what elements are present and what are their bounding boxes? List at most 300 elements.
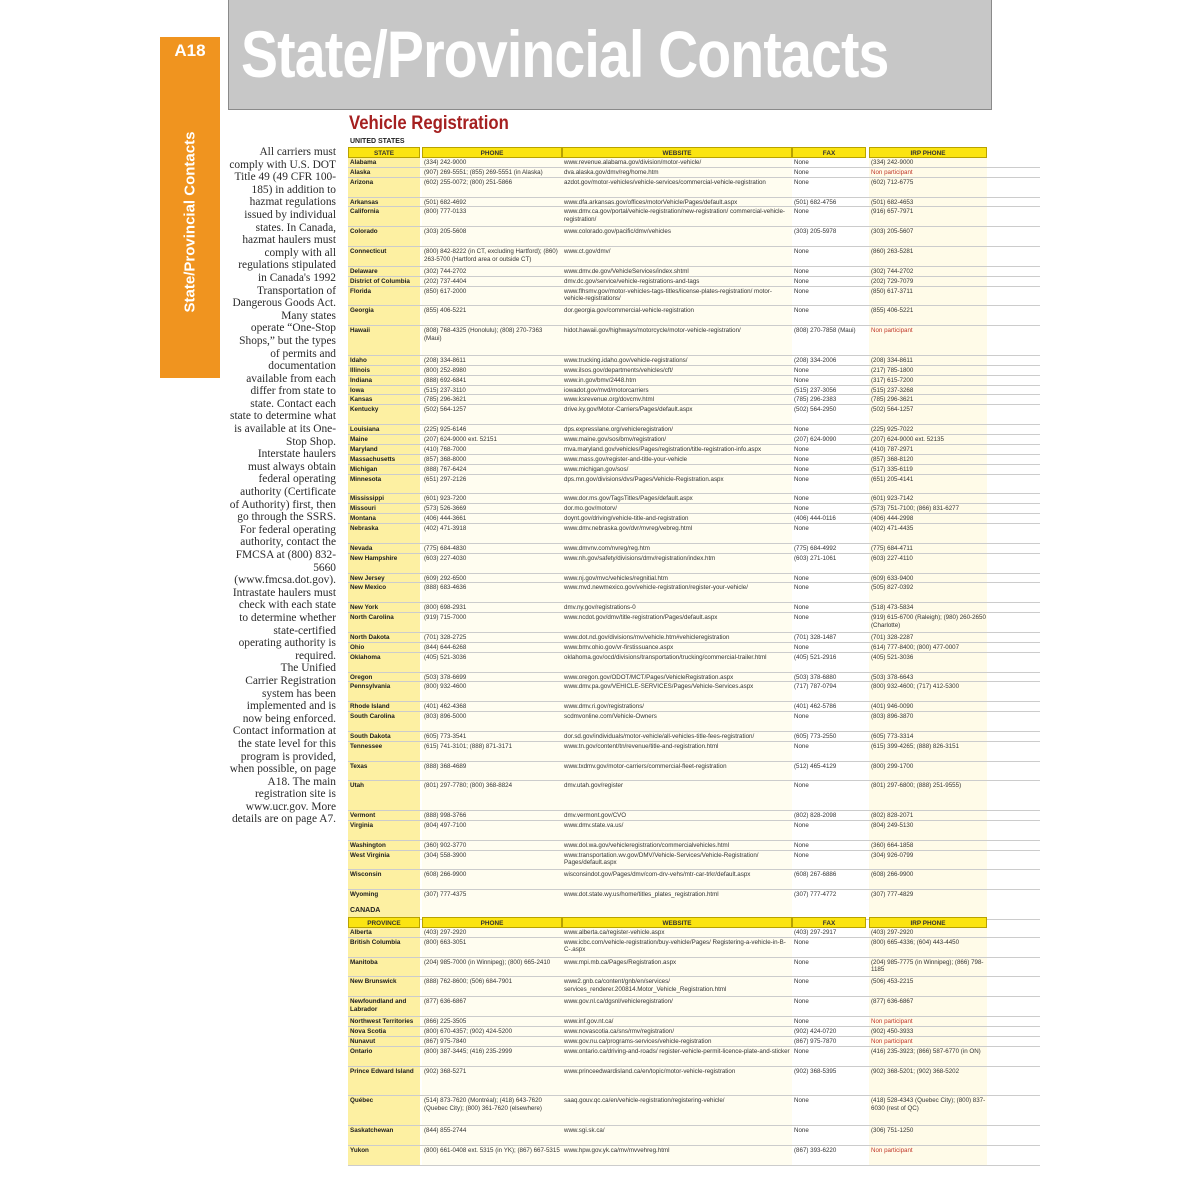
cell-web[interactable]: saaq.gouv.qc.ca/en/vehicle-registration/registering-vehicle/ — [564, 1097, 725, 1105]
cell-fax: None — [794, 742, 809, 750]
table-row — [348, 742, 1040, 762]
table-row — [348, 504, 1040, 514]
section-title: Vehicle Registration — [349, 113, 509, 134]
cell-irp: (803) 896-3870 — [871, 713, 914, 721]
cell-fax: None — [794, 1047, 809, 1055]
table-row — [348, 821, 1040, 841]
cell-phone: (907) 269-5551; (855) 269-5551 (in Alaska) — [424, 168, 543, 176]
table-row — [348, 198, 1040, 208]
cell-web[interactable]: dmv.utah.gov/register — [564, 782, 624, 790]
cell-web[interactable]: www.alberta.ca/register-vehicle.aspx — [564, 929, 665, 936]
row-name: North Carolina — [350, 614, 394, 622]
row-name: Québec — [350, 1097, 374, 1105]
row-name: Minnesota — [350, 475, 382, 483]
cell-irp: (785) 296-3621 — [871, 396, 914, 404]
cell-fax: None — [794, 307, 809, 315]
cell-irp: (416) 235-3923; (866) 587-6770 (in ON) — [871, 1047, 981, 1055]
cell-fax: (785) 296-2383 — [794, 396, 837, 404]
cell-fax: None — [794, 1126, 809, 1134]
cell-web[interactable]: www.sgi.sk.ca/ — [564, 1126, 605, 1134]
row-name: Northwest Territories — [350, 1018, 414, 1026]
cell-web[interactable]: wisconsindot.gov/Pages/dmv/com-drv-vehs/mtr-car-trkr/default.aspx — [564, 871, 751, 879]
column-header: STATE — [348, 147, 420, 158]
cell-irp: (800) 299-1700 — [871, 762, 914, 770]
table-row — [348, 1067, 1040, 1097]
cell-fax: None — [794, 445, 809, 453]
cell-web[interactable]: www.gov.nl.ca/dgsnl/vehicleregistration/ — [564, 998, 673, 1006]
cell-phone: (410) 768-7000 — [424, 445, 467, 453]
cell-phone: (844) 644-6268 — [424, 643, 467, 651]
row-name: District of Columbia — [350, 277, 410, 285]
cell-irp: (503) 378-6643 — [871, 673, 914, 681]
row-name: Nevada — [350, 544, 373, 552]
cell-irp: (405) 521-3036 — [871, 653, 914, 661]
column-header: IRP PHONE — [869, 917, 987, 928]
row-name: Wyoming — [350, 891, 379, 899]
table-row — [348, 277, 1040, 287]
cell-fax: None — [794, 1018, 809, 1026]
cell-fax: (608) 267-6886 — [794, 871, 837, 879]
cell-fax: None — [794, 525, 809, 533]
cell-web[interactable]: dps.expresslane.org/vehicleregistration/ — [564, 426, 674, 434]
cell-phone: (888) 683-4636 — [424, 584, 467, 592]
cell-web[interactable]: www.mass.gov/register-and-title-your-vehicle — [564, 455, 688, 463]
cell-web[interactable]: dmv.vermont.gov/CVO — [564, 812, 627, 820]
table-row — [348, 762, 1040, 782]
cell-web[interactable]: dmv.ny.gov/registrations-0 — [564, 604, 636, 612]
column-header: FAX — [792, 917, 866, 928]
cell-irp: Non participant — [871, 1037, 913, 1045]
cell-irp: (403) 297-2920 — [871, 929, 914, 936]
table-row — [348, 475, 1040, 495]
table-row — [348, 435, 1040, 445]
cell-web[interactable]: dva.alaska.gov/dmv/reg/home.htm — [564, 168, 659, 176]
table-row — [348, 673, 1040, 683]
cell-phone: (800) 252-8980 — [424, 366, 467, 374]
cell-phone: (304) 558-3900 — [424, 851, 467, 859]
row-name: Iowa — [350, 386, 364, 394]
row-name: Mississippi — [350, 495, 384, 503]
cell-web[interactable]: azdot.gov/motor-vehicles/vehicle-services/commercial-vehicle-registration — [564, 178, 766, 186]
row-name: Illinois — [350, 366, 370, 374]
cell-phone: (602) 255-0072; (800) 251-5866 — [424, 178, 513, 186]
row-name: Kentucky — [350, 406, 379, 414]
cell-irp: (902) 368-5201; (902) 368-5202 — [871, 1067, 960, 1075]
cell-phone: (360) 902-3770 — [424, 841, 467, 849]
cell-fax: None — [794, 267, 809, 275]
cell-irp: (601) 923-7142 — [871, 495, 914, 503]
row-name: Alberta — [350, 929, 372, 936]
cell-irp: (701) 328-2287 — [871, 633, 914, 641]
table-row — [348, 455, 1040, 465]
cell-web[interactable]: www.transportation.wv.gov/DMV/Vehicle-Services/Vehicle-Registration/ Pages/default.aspx — [564, 851, 759, 867]
cell-irp: (916) 657-7971 — [871, 208, 914, 216]
table-row — [348, 425, 1040, 435]
row-name: Maryland — [350, 445, 378, 453]
cell-fax: None — [794, 614, 809, 622]
cell-web[interactable]: www.dor.ms.gov/TagsTitles/Pages/default.aspx — [564, 495, 693, 503]
cell-web[interactable]: dps.mn.gov/divisions/dvs/Pages/Vehicle-Registration.aspx — [564, 475, 724, 483]
cell-web[interactable]: www.dmv.ri.gov/registrations/ — [564, 703, 645, 711]
cell-irp: (302) 744-2702 — [871, 267, 914, 275]
row-name: Florida — [350, 287, 371, 295]
cell-web[interactable]: www2.gnb.ca/content/gnb/en/services/ services_renderer.200814.Motor_Vehicle_Registration.html — [564, 978, 727, 994]
column-header: FAX — [792, 147, 866, 158]
column-header: WEBSITE — [562, 147, 792, 158]
cell-web[interactable]: www.ncdot.gov/dmv/title-registration/Pages/default.aspx — [564, 614, 718, 622]
cell-irp: (306) 751-1250 — [871, 1126, 914, 1134]
us-table — [348, 147, 1040, 920]
cell-irp: Non participant — [871, 1018, 913, 1026]
cell-irp: Non participant — [871, 327, 913, 335]
row-name: Oregon — [350, 673, 373, 681]
cell-phone: (302) 744-2702 — [424, 267, 467, 275]
cell-phone: (800) 387-3445; (416) 235-2999 — [424, 1047, 513, 1055]
cell-web[interactable]: dor.georgia.gov/commercial-vehicle-registration — [564, 307, 694, 315]
table-row — [348, 207, 1040, 227]
cell-phone: (406) 444-3661 — [424, 515, 467, 523]
cell-fax: None — [794, 366, 809, 374]
cell-irp: (801) 297-6800; (888) 251-9555) — [871, 782, 962, 790]
table-row — [348, 514, 1040, 524]
cell-irp: (402) 471-4435 — [871, 525, 914, 533]
cell-irp: (573) 751-7100; (866) 831-6277 — [871, 505, 960, 513]
cell-irp: (800) 665-4336; (604) 443-4450 — [871, 938, 960, 946]
cell-irp: (208) 334-8611 — [871, 356, 913, 364]
table-row — [348, 583, 1040, 603]
cell-web[interactable]: www.nh.gov/safety/divisions/dmv/registration/index.htm — [564, 554, 716, 562]
region-label-us: UNITED STATES — [350, 138, 405, 145]
cell-web[interactable]: www.colorado.gov/pacific/dmv/vehicles — [564, 228, 671, 236]
cell-web[interactable]: www.novascotia.ca/sns/rmv/registration/ — [564, 1027, 675, 1035]
intro-paragraph: All carriers must comply with U.S. DOT Title 49 (49 CFR 100-185) in addition to hazmat regulations issued by individual states. In Canada, hazmat haulers must comply with all regulations stipulated in Canada's 1992 Transportation of Dangerous Goods Act. — [229, 146, 336, 310]
table-row — [348, 653, 1040, 673]
cell-web[interactable]: www.tn.gov/content/tn/revenue/title-and-registration.html — [564, 742, 719, 750]
row-name: Washington — [350, 841, 386, 849]
cell-phone: (402) 471-3918 — [424, 525, 467, 533]
cell-fax: (303) 205-5978 — [794, 228, 837, 236]
table-row — [348, 395, 1040, 405]
cell-fax: None — [794, 465, 809, 473]
cell-fax: None — [794, 159, 809, 166]
cell-irp: (506) 453-2215 — [871, 978, 914, 986]
row-name: Nebraska — [350, 525, 379, 533]
cell-web[interactable]: www.dmv.nebraska.gov/dvr/mvreg/vebreg.html — [564, 525, 693, 533]
cell-fax: None — [794, 505, 809, 513]
cell-fax: (208) 334-2006 — [794, 356, 837, 364]
table-row — [348, 811, 1040, 821]
row-name: Vermont — [350, 812, 376, 820]
cell-irp: (334) 242-9000 — [871, 159, 914, 166]
cell-web[interactable]: drive.ky.gov/Motor-Carriers/Pages/default.aspx — [564, 406, 693, 414]
cell-irp: (502) 564-1257 — [871, 406, 914, 414]
table-row — [348, 732, 1040, 742]
cell-fax: (502) 564-2950 — [794, 406, 837, 414]
cell-web[interactable]: www.hpw.gov.yk.ca/mv/mvvehreg.html — [564, 1146, 670, 1154]
cell-irp: (217) 785-1800 — [871, 366, 914, 374]
column-header: WEBSITE — [562, 917, 792, 928]
cell-phone: (515) 237-3110 — [424, 386, 466, 394]
cell-fax: None — [794, 821, 809, 829]
cell-web[interactable]: www.oregon.gov/ODOT/MCT/Pages/VehicleRegistration.aspx — [564, 673, 734, 681]
cell-fax: (605) 773-2550 — [794, 732, 837, 740]
cell-phone: (785) 296-3621 — [424, 396, 467, 404]
cell-phone: (902) 368-5271 — [424, 1067, 467, 1075]
table-row — [348, 1146, 1040, 1166]
row-name: New Brunswick — [350, 978, 397, 986]
cell-fax: (403) 297-2917 — [794, 929, 837, 936]
table-row — [348, 366, 1040, 376]
cell-irp: (501) 682-4653 — [871, 198, 914, 206]
cell-web[interactable]: www.flhsmv.gov/motor-vehicles-tags-titles/license-plates-registration/ motor-vehicle-registrations/ — [564, 287, 772, 303]
cell-web[interactable]: www.icbc.com/vehicle-registration/buy-vehicle/Pages/ Registering-a-vehicle-in-B-C-.aspx — [564, 938, 786, 954]
row-name: New Hampshire — [350, 554, 398, 562]
cell-irp: (360) 664-1858 — [871, 841, 914, 849]
cell-irp: (202) 729-7079 — [871, 277, 914, 285]
cell-irp: (207) 624-9000 ext. 52135 — [871, 436, 944, 444]
cell-web[interactable]: iowadot.gov/mvd/motorcarriers — [564, 386, 649, 394]
cell-web[interactable]: www.dfa.arkansas.gov/offices/motorVehicle/Pages/default.aspx — [564, 198, 738, 206]
table-row — [348, 633, 1040, 643]
cell-irp: (850) 617-3711 — [871, 287, 913, 295]
cell-phone: (225) 925-6146 — [424, 426, 467, 434]
cell-irp: (307) 777-4829 — [871, 891, 914, 899]
table-row — [348, 445, 1040, 455]
us-table-body — [348, 158, 1040, 920]
table-row — [348, 702, 1040, 712]
cell-irp: (303) 205-5607 — [871, 228, 914, 236]
cell-phone: (603) 227-4030 — [424, 554, 467, 562]
cell-irp: Non participant — [871, 168, 913, 176]
table-row — [348, 326, 1040, 356]
cell-fax: None — [794, 248, 809, 256]
cell-web[interactable]: doynt.gov/driving/vehicle-title-and-registration — [564, 515, 689, 523]
cell-web[interactable]: dmv.dc.gov/service/vehicle-registrations-and-tags — [564, 277, 700, 285]
cell-web[interactable]: www.nj.gov/mvc/vehicles/regnitial.htm — [564, 574, 668, 582]
table-row — [348, 376, 1040, 386]
table-row — [348, 494, 1040, 504]
cell-irp: (515) 237-3268 — [871, 386, 914, 394]
cell-web[interactable]: www.princeedwardisland.ca/en/topic/motor-vehicle-registration — [564, 1067, 736, 1075]
cell-fax: (512) 465-4129 — [794, 762, 837, 770]
cell-phone: (502) 564-1257 — [424, 406, 467, 414]
cell-fax: None — [794, 643, 809, 651]
cell-phone: (877) 636-6867 — [424, 998, 467, 1006]
cell-fax: None — [794, 426, 809, 434]
cell-phone: (801) 297-7780; (800) 368-8824 — [424, 782, 513, 790]
cell-web[interactable]: www.dmvnv.com/nvreg/reg.htm — [564, 544, 650, 552]
canada-table — [348, 917, 1040, 1166]
row-name: Wisconsin — [350, 871, 382, 879]
row-name: Texas — [350, 762, 368, 770]
cell-web[interactable]: www.dmv.ca.gov/portal/vehicle-registration/new-registration/ commercial-vehicle-registration/ — [564, 208, 785, 224]
cell-phone: (888) 368-4689 — [424, 762, 467, 770]
row-name: Nunavut — [350, 1037, 376, 1045]
row-name: Delaware — [350, 267, 378, 275]
table-row — [348, 938, 1040, 958]
cell-fax: None — [794, 604, 809, 612]
cell-irp: (410) 787-2971 — [871, 445, 914, 453]
row-name: California — [350, 208, 380, 216]
cell-web[interactable]: www.bmv.ohio.gov/vr-firstissuance.aspx — [564, 643, 674, 651]
cell-phone: (501) 682-4692 — [424, 198, 467, 206]
row-name: South Dakota — [350, 732, 391, 740]
cell-phone: (800) 842-8222 (in CT, excluding Hartford); (860) 263-5700 (Hartford area or outside CT) — [424, 248, 558, 263]
table-row — [348, 712, 1040, 732]
table-row — [348, 603, 1040, 613]
cell-phone: (204) 985-7000 (in Winnipeg); (800) 665-2410 — [424, 958, 551, 966]
cell-fax: (603) 271-1061 — [794, 554, 837, 562]
cell-fax: None — [794, 782, 809, 790]
section-tab — [160, 37, 220, 378]
row-name: Connecticut — [350, 248, 387, 256]
cell-phone: (888) 998-3766 — [424, 812, 467, 820]
cell-fax: (405) 521-2916 — [794, 653, 837, 661]
cell-web[interactable]: www.mpi.mb.ca/Pages/Registration.aspx — [564, 958, 677, 966]
table-row — [348, 1037, 1040, 1047]
cell-fax: (867) 975-7870 — [794, 1037, 837, 1045]
table-row — [348, 1027, 1040, 1037]
cell-fax: None — [794, 584, 809, 592]
cell-web[interactable]: oklahoma.gov/ocd/divisions/transportation/trucking/commercial-trailer.html — [564, 653, 767, 661]
table-row — [348, 306, 1040, 326]
cell-phone: (800) 932-4600 — [424, 683, 467, 691]
cell-phone: (503) 378-6699 — [424, 673, 467, 681]
cell-phone: (403) 297-2920 — [424, 929, 467, 936]
cell-web[interactable]: dor.mo.gov/motorv/ — [564, 505, 617, 513]
cell-web[interactable]: www.dot.state.wy.us/home/titles_plates_registration.html — [564, 891, 719, 899]
cell-web[interactable]: www.mvd.newmexico.gov/vehicle-registration/register-your-vehicle/ — [564, 584, 748, 592]
cell-web[interactable]: mva.maryland.gov/vehicles/Pages/registration/title-registration-info.aspx — [564, 445, 762, 453]
table-row — [348, 465, 1040, 475]
table-row — [348, 977, 1040, 997]
row-name: Missouri — [350, 505, 376, 513]
table-row — [348, 781, 1040, 811]
row-name: Idaho — [350, 356, 367, 364]
cell-phone: (800) 661-0408 ext. 5315 (in YK); (867) 667-5315 — [424, 1146, 560, 1154]
cell-web[interactable]: www.inf.gov.nt.ca/ — [564, 1018, 614, 1026]
ca-table-header — [348, 917, 1040, 928]
cell-web[interactable]: www.ontario.ca/driving-and-roads/ register-vehicle-permit-licence-plate-and-sticker — [564, 1047, 790, 1055]
cell-web[interactable]: www.gov.nu.ca/programs-services/vehicle-registration — [564, 1037, 712, 1045]
row-name: Louisiana — [350, 426, 380, 434]
cell-web[interactable]: dor.sd.gov/individuals/motor-vehicle/all-vehicles-title-fees-registration/ — [564, 732, 755, 740]
cell-web[interactable]: www.maine.gov/sos/bmv/registration/ — [564, 436, 667, 444]
table-row — [348, 386, 1040, 396]
intro-text — [228, 146, 336, 826]
row-name: Montana — [350, 515, 376, 523]
cell-web[interactable]: www.dot.nd.gov/divisions/mv/vehicle.htm#vehicleregistration — [564, 633, 730, 641]
cell-fax: (867) 393-6220 — [794, 1146, 837, 1154]
table-row — [348, 405, 1040, 425]
cell-irp: Non participant — [871, 1146, 913, 1154]
cell-phone: (800) 663-3051 — [424, 938, 467, 946]
cell-fax: (406) 444-0116 — [794, 515, 836, 523]
cell-web[interactable]: www.ilsos.gov/departments/vehicles/cft/ — [564, 366, 674, 374]
cell-phone: (608) 266-9900 — [424, 871, 467, 879]
cell-irp: (877) 636-6867 — [871, 998, 914, 1006]
cell-fax: (802) 828-2098 — [794, 812, 837, 820]
cell-web[interactable]: www.in.gov/bmv/2448.htm — [564, 376, 637, 384]
cell-phone: (609) 292-6500 — [424, 574, 467, 582]
cell-phone: (573) 526-3669 — [424, 505, 467, 513]
row-name: Michigan — [350, 465, 378, 473]
cell-web[interactable]: www.trucking.idaho.gov/vehicle-registrations/ — [564, 356, 688, 364]
row-name: Oklahoma — [350, 653, 381, 661]
table-row — [348, 267, 1040, 277]
cell-phone: (651) 297-2126 — [424, 475, 467, 483]
cell-web[interactable]: www.dmv.de.gov/VehicleServices/index.shtml — [564, 267, 689, 275]
cell-phone: (800) 777-0133 — [424, 208, 467, 216]
cell-web[interactable]: www.ksrevenue.org/dovcmv.html — [564, 396, 654, 404]
row-name: Colorado — [350, 228, 378, 236]
cell-fax: (207) 624-9090 — [794, 436, 837, 444]
cell-web[interactable]: scdmvonline.com/Vehicle-Owners — [564, 713, 657, 721]
tab-label: State/Provincial Contacts — [181, 131, 199, 313]
cell-fax: None — [794, 376, 809, 384]
row-name: Alabama — [350, 159, 377, 166]
row-name: Georgia — [350, 307, 374, 315]
cell-phone: (303) 205-5608 — [424, 228, 467, 236]
cell-fax: None — [794, 1097, 809, 1105]
row-name: New Jersey — [350, 574, 385, 582]
cell-phone: (888) 692-6841 — [424, 376, 467, 384]
cell-fax: None — [794, 455, 809, 463]
cell-phone: (803) 896-5000 — [424, 713, 467, 721]
cell-web[interactable]: www.ct.gov/dmv/ — [564, 248, 611, 256]
cell-phone: (405) 521-3036 — [424, 653, 467, 661]
row-name: Hawaii — [350, 327, 370, 335]
cell-phone: (800) 698-2931 — [424, 604, 467, 612]
row-name: Arkansas — [350, 198, 379, 206]
row-name: Yukon — [350, 1146, 369, 1154]
table-row — [348, 613, 1040, 633]
row-name: Ontario — [350, 1047, 373, 1055]
cell-fax: None — [794, 574, 809, 582]
table-row — [348, 168, 1040, 178]
cell-web[interactable]: www.dmv.pa.gov/VEHICLE-SERVICES/Pages/Vehicle-Services.aspx — [564, 683, 754, 691]
cell-phone: (601) 923-7200 — [424, 495, 467, 503]
table-row — [348, 158, 1040, 168]
cell-web[interactable]: www.revenue.alabama.gov/division/motor-vehicle/ — [564, 159, 702, 166]
cell-web[interactable]: www.michigan.gov/sos/ — [564, 465, 629, 473]
cell-web[interactable]: www.txdmv.gov/motor-carriers/commercial-fleet-registration — [564, 762, 727, 770]
ca-table-body — [348, 928, 1040, 1166]
table-row — [348, 574, 1040, 584]
cell-phone: (867) 975-7840 — [424, 1037, 467, 1045]
page-title: State/Provincial Contacts — [241, 17, 889, 91]
region-label-canada: CANADA — [350, 907, 381, 914]
cell-irp: (517) 335-6119 — [871, 465, 913, 473]
table-row — [348, 682, 1040, 702]
cell-phone: (401) 462-4368 — [424, 703, 467, 711]
cell-phone: (888) 762-8600; (506) 684-7901 — [424, 978, 513, 986]
cell-web[interactable]: www.dmv.state.va.us/ — [564, 821, 624, 829]
row-name: Utah — [350, 782, 364, 790]
cell-phone: (857) 368-8000 — [424, 455, 467, 463]
cell-irp: (304) 926-0799 — [871, 851, 914, 859]
cell-web[interactable]: www.dol.wa.gov/vehicleregistration/commercialvehicles.html — [564, 841, 730, 849]
cell-fax: None — [794, 277, 809, 285]
row-name: Tennessee — [350, 742, 383, 750]
cell-irp: (608) 266-9900 — [871, 871, 914, 879]
cell-web[interactable]: hidot.hawaii.gov/highways/motorcycle/motor-vehicle-registration/ — [564, 327, 741, 335]
intro-paragraph: Interstate haulers must always obtain federal operating authority (Certificate of Authority) first, then go through the SSRS. For federal operating authority, contact the FMCSA at (800) 832-5660 (www.fmcsa.dot.gov). Intrastate haulers must check with each state to determine whether state-certified operating authority is required. — [229, 448, 336, 662]
cell-fax: (902) 424-0720 — [794, 1027, 837, 1035]
cell-fax: None — [794, 208, 809, 216]
cell-phone: (855) 406-5221 — [424, 307, 467, 315]
table-row — [348, 997, 1040, 1017]
